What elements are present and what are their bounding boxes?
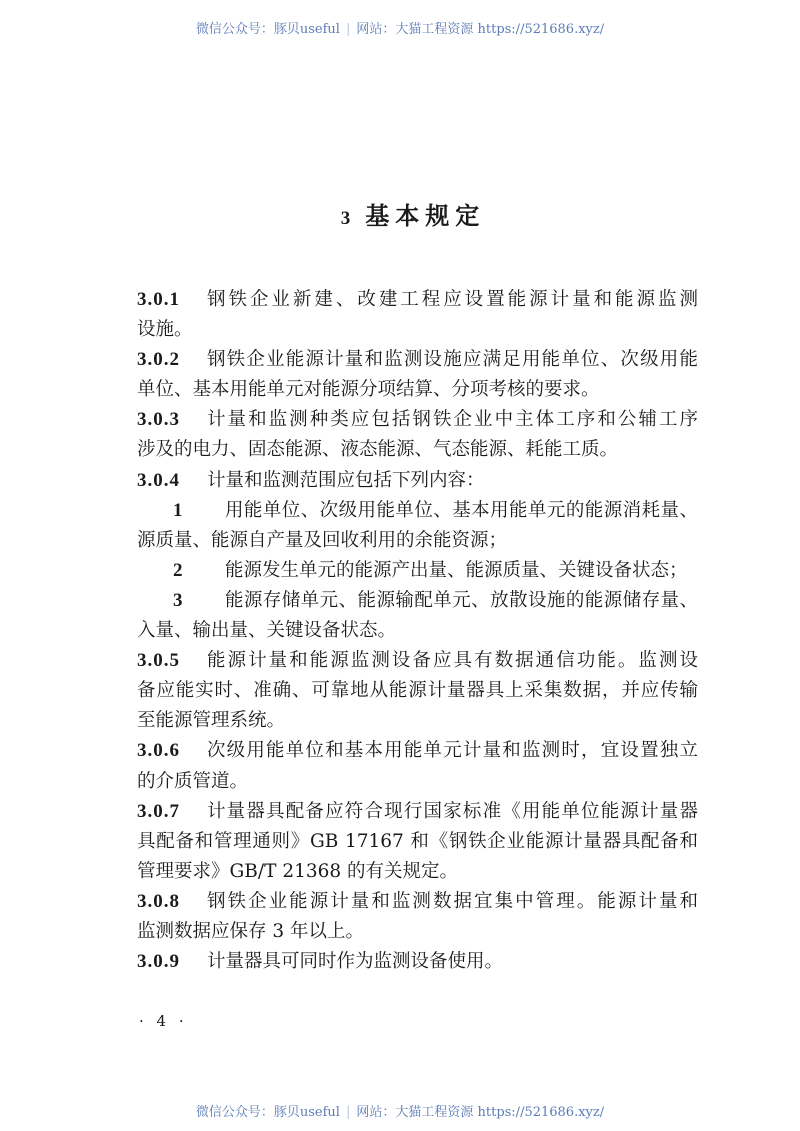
line-text: 设施。 <box>137 319 193 341</box>
text-line <box>137 767 698 797</box>
watermark-separator: | <box>345 1105 351 1120</box>
line-text: 能源计量和能源监测设备应具有数据通信功能。监测设 <box>207 650 698 672</box>
line-text: 管理要求》GB/T 21368 的有关规定。 <box>137 860 459 882</box>
text-line <box>137 947 698 977</box>
watermark-separator: | <box>345 22 351 37</box>
line-text: 计量器具可同时作为监测设备使用。 <box>207 951 504 973</box>
document-body <box>137 285 698 977</box>
line-text: 钢铁企业新建、改建工程应设置能源计量和能源监测 <box>207 289 698 310</box>
watermark-left: 微信公众号：豚贝useful <box>195 22 340 37</box>
clause-number: 3.0.8 <box>137 890 180 912</box>
chapter-title <box>0 196 800 231</box>
line-text: 用能单位、次级用能单位、基本用能单元的能源消耗量、 <box>225 499 698 521</box>
text-line <box>137 375 698 405</box>
clause-number: 3.0.4 <box>137 469 180 491</box>
text-line <box>137 857 698 887</box>
text-line <box>137 797 698 827</box>
line-text: 钢铁企业能源计量和监测数据宜集中管理。能源计量和 <box>207 890 698 912</box>
watermark-right: 网站：大猫工程资源 https://521686.xyz/ <box>356 22 605 37</box>
line-text: 监测数据应保存 3 年以上。 <box>137 920 365 942</box>
text-line <box>137 887 698 917</box>
text-line <box>137 646 698 676</box>
text-line <box>137 917 698 947</box>
line-text: 具配备和管理通则》GB 17167 和《钢铁企业能源计量器具配备和 <box>137 830 698 852</box>
text-line <box>137 285 698 315</box>
page-number: · 4 · <box>139 1012 188 1030</box>
text-line <box>137 526 698 556</box>
text-line <box>137 736 698 766</box>
clause-number: 3.0.9 <box>137 951 180 973</box>
text-line <box>137 466 698 496</box>
clause-number: 3.0.1 <box>137 289 180 310</box>
item-number: 2 <box>173 559 183 581</box>
watermark-bottom <box>0 1101 800 1120</box>
item-number: 1 <box>173 499 183 521</box>
clause-number: 3.0.6 <box>137 740 180 762</box>
clause-number: 3.0.7 <box>137 800 180 822</box>
line-text: 备应能实时、准确、可靠地从能源计量器具上采集数据，并应传输 <box>137 680 698 702</box>
chapter-title-text: 基本规定 <box>365 201 486 230</box>
line-text: 单位、基本用能单元对能源分项结算、分项考核的要求。 <box>137 379 600 401</box>
text-line <box>137 827 698 857</box>
line-text: 入量、输出量、关键设备状态。 <box>137 620 397 642</box>
line-text: 次级用能单位和基本用能单元计量和监测时，宜设置独立 <box>207 740 698 762</box>
text-line <box>137 586 698 616</box>
clause-number: 3.0.3 <box>137 409 180 431</box>
line-text: 的介质管道。 <box>137 770 249 792</box>
clause-number: 3.0.5 <box>137 650 180 672</box>
watermark-right: 网站：大猫工程资源 https://521686.xyz/ <box>356 1105 605 1120</box>
line-text: 计量和监测种类应包括钢铁企业中主体工序和公辅工序 <box>207 409 698 431</box>
line-text: 钢铁企业能源计量和监测设施应满足用能单位、次级用能 <box>207 349 698 371</box>
watermark-top <box>0 18 800 37</box>
clause-number: 3.0.2 <box>137 349 180 371</box>
line-text: 涉及的电力、固态能源、液态能源、气态能源、耗能工质。 <box>137 439 619 461</box>
text-line <box>137 496 698 526</box>
text-line <box>137 676 698 706</box>
text-line <box>137 616 698 646</box>
line-text: 能源发生单元的能源产出量、能源质量、关键设备状态； <box>225 559 688 581</box>
line-text: 计量器具配备应符合现行国家标准《用能单位能源计量器 <box>207 800 698 822</box>
text-line <box>137 405 698 435</box>
text-line <box>137 345 698 375</box>
chapter-number: 3 <box>340 208 352 229</box>
item-number: 3 <box>173 589 183 611</box>
line-text: 至能源管理系统。 <box>137 710 286 732</box>
text-line <box>137 315 698 345</box>
text-line <box>137 706 698 736</box>
line-text: 源质量、能源自产量及回收利用的余能资源； <box>137 529 508 551</box>
text-line <box>137 435 698 465</box>
line-text: 能源存储单元、能源输配单元、放散设施的能源储存量、 <box>225 589 698 611</box>
text-line <box>137 556 698 586</box>
watermark-left: 微信公众号：豚贝useful <box>195 1105 340 1120</box>
line-text: 计量和监测范围应包括下列内容： <box>207 469 485 491</box>
